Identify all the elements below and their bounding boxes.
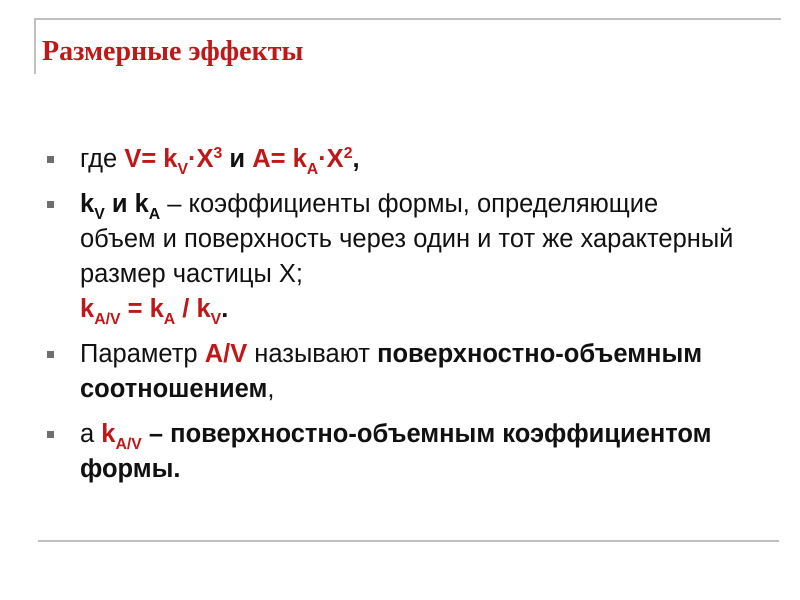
bullet-item-shape-factor [36,417,736,487]
comma-text: , [267,375,275,403]
bullet-icon [47,201,54,208]
bullet-icon [47,431,54,438]
bullet-item-parameter [36,337,736,407]
slide-body [36,142,736,497]
kav-symbol: $k_{A/V}$ [101,420,142,453]
bullet-icon [47,351,54,358]
slide-title: Размерные эффекты [42,36,304,67]
av-symbol: A/V [204,340,248,368]
ratio-formula: $k_{A/V} = k_A / k_V$ [80,295,222,328]
kv-symbol: $k_V$ [80,190,105,223]
bullet-item-formulas [36,142,736,177]
period-text: . [221,295,229,323]
coefficients-description: – коэффициенты формы, определяющие объем и поверхность через один и тот же характерный размер частицы X; [80,190,734,288]
and-lead-text: а [80,420,102,448]
left-rule [34,18,36,74]
shape-factor-term: – поверхностно-объемным коэффициентом формы. [80,420,712,483]
volume-formula: $V= k_V\cdot X^3$ [124,145,223,178]
top-rule [34,18,781,20]
parameter-text: Параметр [80,340,205,368]
surface-volume-ratio-term: поверхностно-объемным соотношением [80,340,703,403]
ka-symbol: $k_A$ [134,190,161,223]
and-text: и [104,190,135,218]
and-text: и [222,145,253,173]
where-text: где [80,145,125,173]
bottom-rule [38,540,779,542]
area-formula: $A= k_A\cdot X^2$ [252,145,353,178]
bullet-item-shape-coefficients [36,187,736,327]
called-text: называют [247,340,378,368]
comma-text: , [352,145,360,173]
bullet-icon [47,156,54,163]
